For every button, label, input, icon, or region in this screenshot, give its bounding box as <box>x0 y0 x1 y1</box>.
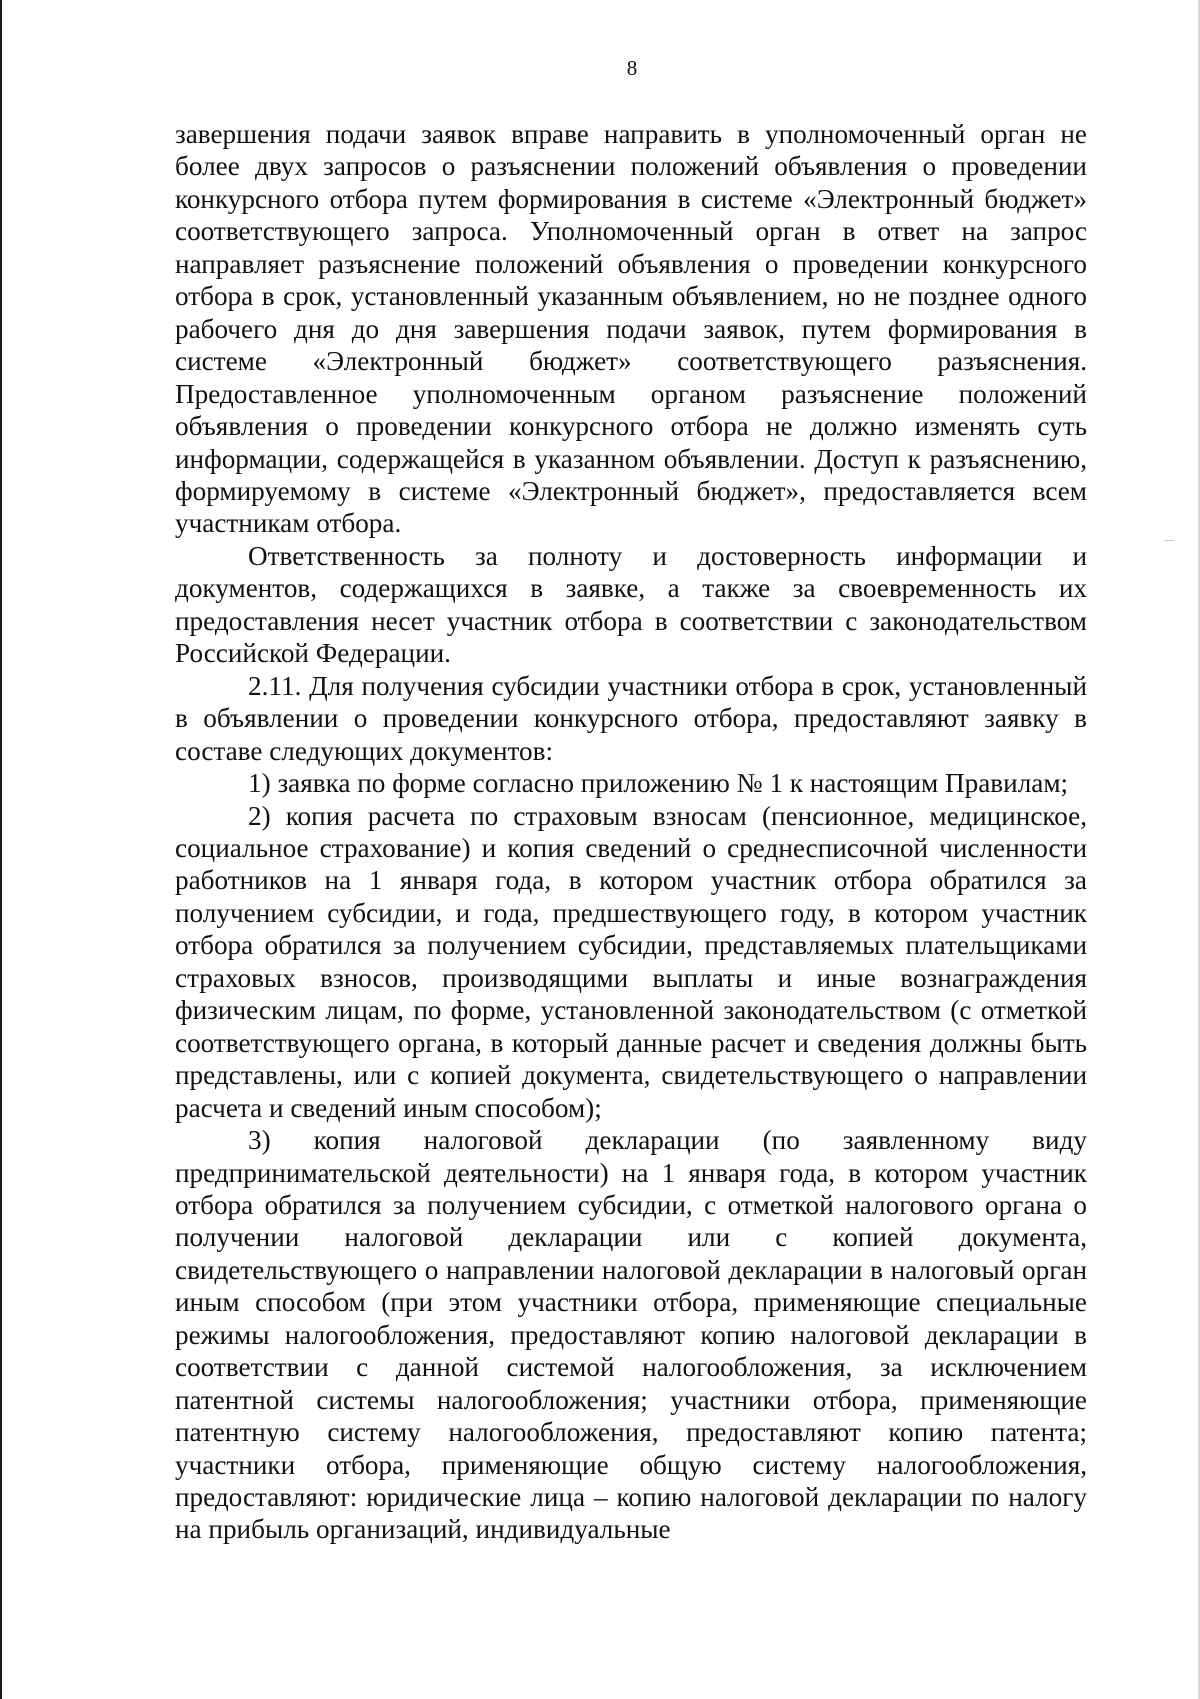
paragraph-continuation: завершения подачи заявок вправе направить в уполномоченный орган не более двух запросов о разъяснении положений объявления о проведении конкурсного отбора путем формирования в системе «Электронный бюджет» соответствующего запроса. Уполномоченный орган в ответ на запрос направляет разъяснение положений объявления о проведении конкурсного отбора в срок, установленный указанным объявлением, но не позднее одного рабочего дня до дня завершения подачи заявок, путем формирования в системе «Электронный бюджет» соответствующего разъяснения. Предоставленное уполномоченным органом разъяснение положений объявления о проведении конкурсного отбора не должно изменять суть информации, содержащейся в указанном объявлении. Доступ к разъяснению, формируемому в системе «Электронный бюджет», предоставляется всем участникам отбора. <box>175 119 1087 539</box>
list-item-3: 3) копия налоговой декларации (по заявленному виду предпринимательской деятельности) на 1 января года, в котором участник отбора обратился за получением субсидии, с отметкой налогового органа о получении налоговой декларации или с копией документа, свидетельствующего о направлении налоговой декларации в налоговый орган иным способом (при этом участники отбора, применяющие специальные режимы налогообложения, предоставляют копию налоговой декларации в соответствии с данной системой налогообложения, за исключением патентной системы налогообложения; участники отбора, применяющие патентную систему налогообложения, предоставляют копию патента; участники отбора, применяющие общую систему налогообложения, предоставляют: юридические лица – копию налоговой декларации по налогу на прибыль организаций, индивидуальные <box>175 1125 1087 1545</box>
list-item-1: 1) заявка по форме согласно приложению № 1 к настоящим Правилам; <box>248 768 1069 799</box>
scan-margin-mark <box>1164 540 1174 541</box>
paragraph-2-11: 2.11. Для получения субсидии участники отбора в срок, установленный в объявлении о проведении конкурсного отбора, предоставляют заявку в составе следующих документов: <box>175 670 1087 766</box>
document-body <box>175 118 1087 1546</box>
page-number: 8 <box>626 56 638 80</box>
list-item-2: 2) копия расчета по страховым взносам (пенсионное, медицинское, социальное страхование) и копия сведений о среднесписочной численности работников на 1 января года, в котором участник отбора обратился за получением субсидии, и года, предшествующего году, в котором участник отбора обратился за получением субсидии, представляемых плательщиками страховых взносов, производящими выплаты и иные вознаграждения физическим лицам, по форме, установленной законодательством (с отметкой соответствующего органа, в который данные расчет и сведения должны быть представлены, или с копией документа, свидетельствующего о направлении расчета и сведений иным способом); <box>175 800 1087 1123</box>
paragraph-responsibility: Ответственность за полноту и достоверность информации и документов, содержащихся в заявке, а также за своевременность их предоставления несет участник отбора в соответствии с законодательством Российской Федерации. <box>175 540 1087 669</box>
